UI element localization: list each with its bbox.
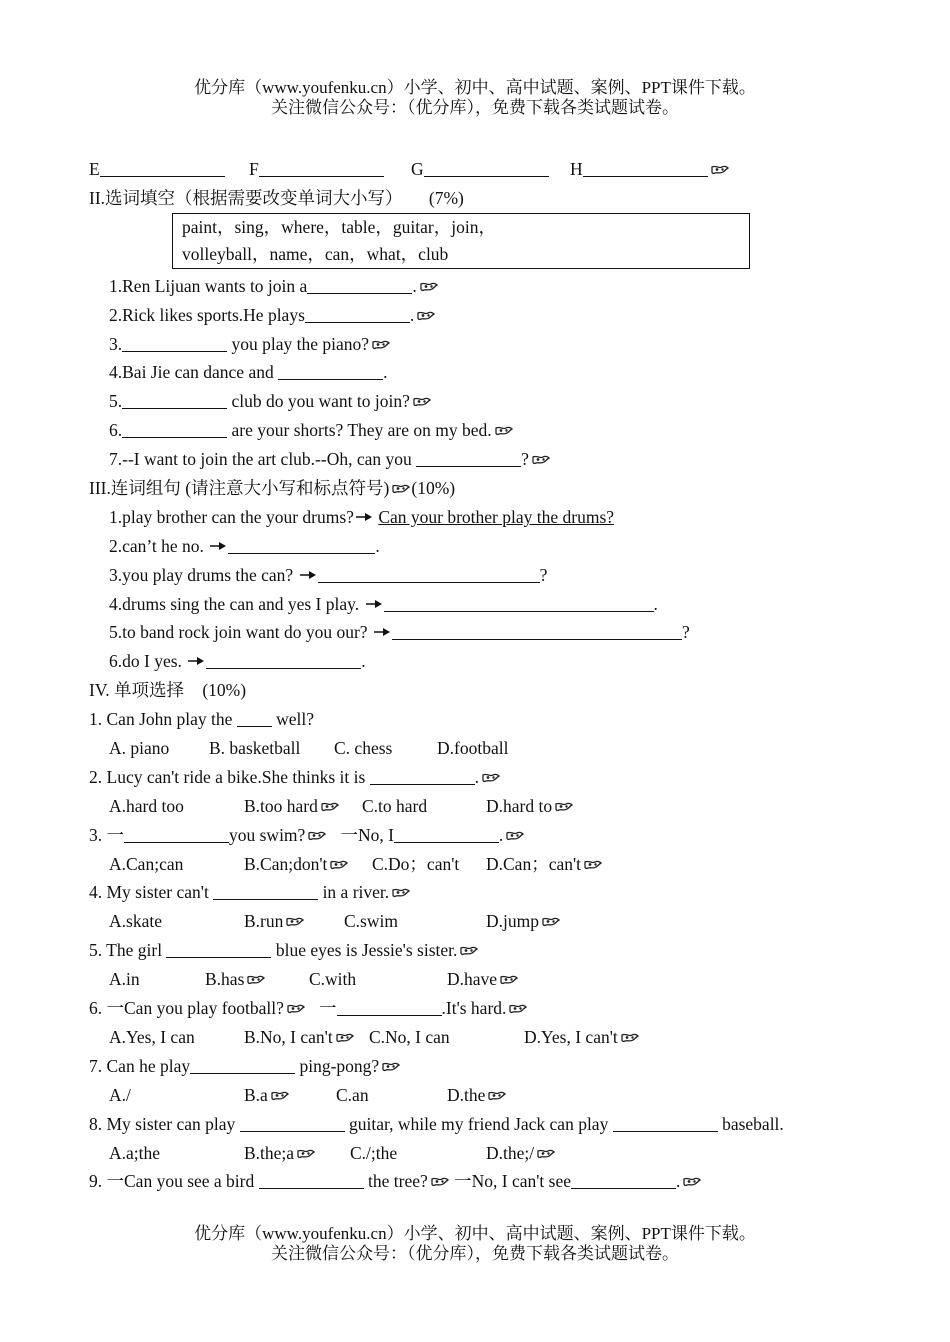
return-mark-icon [531, 454, 551, 466]
s2-item-1-post: . [412, 275, 417, 296]
return-mark-icon [391, 483, 411, 495]
s2-blank-7[interactable] [416, 449, 521, 467]
return-mark-icon [620, 1032, 640, 1044]
s2-blank-1[interactable] [307, 276, 412, 294]
return-mark-icon [508, 1003, 528, 1015]
header-line-1: 优分库（www.youfenku.cn）小学、初中、高中试题、案例、PPT课件下载。 [194, 78, 756, 97]
section-2-score: (7%) [428, 187, 464, 208]
q8-post: baseball. [717, 1113, 784, 1134]
q1-option-c[interactable]: C. chess [334, 738, 393, 759]
q7-blank[interactable] [190, 1056, 295, 1074]
s2-blank-5[interactable] [122, 391, 227, 409]
s2-item-6 [89, 416, 889, 445]
q3-mid: you swim? [229, 824, 306, 845]
s2-item-7 [89, 445, 889, 474]
q4-option-a[interactable]: A.skate [109, 911, 162, 932]
s3-item-4-post: . [653, 593, 658, 614]
return-mark-icon [296, 1148, 316, 1160]
q3-option-a[interactable]: A.Can;can [109, 853, 184, 874]
q9-text: 9. 一Can you see a bird [89, 1171, 259, 1192]
arrow-right-icon [372, 626, 392, 638]
section-2-heading: II.选词填空（根据需要改变单词大小写） [89, 187, 403, 208]
return-mark-icon [481, 772, 501, 784]
return-mark-icon [487, 1090, 507, 1102]
q8-blank-2[interactable] [613, 1114, 718, 1132]
return-mark-icon [246, 974, 266, 986]
return-mark-icon [285, 916, 305, 928]
q5-text: 5. The girl [89, 940, 167, 961]
q2-text: 2. Lucy can't ride a bike.She thinks it is [89, 766, 370, 787]
q7-option-b[interactable]: B.a [244, 1084, 268, 1105]
s2-item-1-text: 1.Ren Lijuan wants to join a [109, 275, 308, 296]
s2-blank-4[interactable] [278, 362, 383, 380]
page-footer [0, 1224, 950, 1264]
mc-question-8 [89, 1110, 889, 1139]
mc-options-3 [89, 850, 889, 879]
q4-post: in a river. [318, 882, 390, 903]
return-mark-icon [381, 1061, 401, 1073]
s3-item-2-post: . [375, 535, 380, 556]
s2-item-3-post: you play the piano? [227, 333, 370, 354]
q1-text: 1. Can John play the [89, 709, 237, 730]
s3-item-4-text: 4.drums sing the can and yes I play. [109, 593, 364, 614]
s3-item-2 [89, 532, 889, 561]
return-mark-icon [329, 859, 349, 871]
q2-post: . [474, 766, 480, 787]
q1-option-b[interactable]: B. basketball [209, 738, 301, 759]
section-4-score: (10%) [202, 680, 247, 701]
mc-options-8 [89, 1139, 889, 1168]
q4-option-b[interactable]: B.run [244, 911, 284, 932]
s2-item-3-text: 3. [109, 333, 123, 354]
section-3-title [89, 474, 889, 503]
q2-option-c[interactable]: C.to hard [362, 795, 428, 816]
mc-question-2 [89, 763, 889, 792]
blank-g[interactable] [424, 159, 549, 177]
q3-blank-1[interactable] [124, 825, 229, 843]
mc-options-1 [89, 734, 889, 763]
mc-question-1 [89, 705, 889, 734]
s2-item-6-post: are your shorts? They are on my bed. [227, 420, 492, 441]
mc-options-5 [89, 965, 889, 994]
blank-f[interactable] [259, 159, 384, 177]
arrow-right-icon [354, 511, 374, 523]
return-mark-icon [505, 830, 525, 842]
q3-post: . [498, 824, 504, 845]
return-mark-icon [710, 164, 730, 176]
q5-option-c[interactable]: C.with [309, 969, 357, 990]
q5-blank[interactable] [166, 940, 271, 958]
return-mark-icon [499, 974, 519, 986]
q8-option-d[interactable]: D.the;/ [486, 1142, 535, 1163]
q4-option-c[interactable]: C.swim [344, 911, 398, 932]
q9-response: 一No, I can't see [454, 1171, 571, 1192]
q6-post: .It's hard. [441, 998, 507, 1019]
return-mark-icon [541, 916, 561, 928]
s3-item-2-text: 2.can’t he no. [109, 535, 209, 556]
return-mark-icon [430, 1176, 450, 1188]
return-mark-icon [536, 1148, 556, 1160]
return-mark-icon [583, 859, 603, 871]
s2-item-7-post: ? [521, 449, 529, 470]
return-mark-icon [412, 396, 432, 408]
worksheet-body [89, 155, 889, 1196]
q7-post: ping-pong? [295, 1055, 380, 1076]
s2-item-4-post: . [383, 362, 388, 383]
return-mark-icon [554, 801, 574, 813]
footer-line-2: 关注微信公众号：（优分库），免费下载各类试题试卷。 [271, 1244, 679, 1263]
mc-question-5 [89, 936, 889, 965]
q2-option-b[interactable]: B.too hard [244, 795, 318, 816]
q9-post: . [676, 1171, 681, 1192]
s2-blank-6[interactable] [122, 420, 227, 438]
q9-blank-1[interactable] [259, 1171, 364, 1189]
s3-item-3 [89, 561, 889, 590]
q1-option-d[interactable]: D.football [437, 738, 509, 759]
blank-h[interactable] [583, 159, 708, 177]
s3-item-4 [89, 590, 889, 619]
q3-text: 3. 一 [89, 824, 124, 845]
q1-option-a[interactable]: A. piano [109, 738, 170, 759]
q6-text: 6. 一Can you play football? [89, 998, 284, 1019]
s3-item-3-text: 3.you play drums the can? [109, 564, 298, 585]
page-header [0, 78, 950, 118]
s2-item-2-post: . [409, 304, 415, 325]
arrow-right-icon [186, 655, 206, 667]
return-mark-icon [416, 310, 436, 322]
mc-options-6 [89, 1023, 889, 1052]
label-e: E [89, 159, 100, 179]
q4-text: 4. My sister can't [89, 882, 214, 903]
mc-question-3 [89, 821, 889, 850]
section-4-title [89, 676, 889, 705]
s2-item-7-text: 7.--I want to join the art club.--Oh, can you [109, 449, 417, 470]
q6-blank[interactable] [337, 998, 442, 1016]
mc-options-4 [89, 907, 889, 936]
return-mark-icon [320, 801, 340, 813]
s3-blank-4[interactable] [384, 594, 654, 612]
arrow-right-icon [208, 540, 228, 552]
s2-item-4 [89, 358, 889, 387]
return-mark-icon [459, 945, 479, 957]
mc-options-2 [89, 792, 889, 821]
s3-item-5 [89, 618, 889, 647]
s2-item-2-text: 2.Rick likes sports.He plays [109, 304, 305, 325]
q2-option-a[interactable]: A.hard too [109, 795, 184, 816]
return-mark-icon [391, 887, 411, 899]
mc-options-7 [89, 1081, 889, 1110]
q5-post: blue eyes is Jessie's sister. [271, 940, 458, 961]
mc-question-9 [89, 1167, 889, 1196]
q3-blank-2[interactable] [394, 825, 499, 843]
return-mark-icon [307, 830, 327, 842]
q8-text: 8. My sister can play [89, 1113, 240, 1134]
return-mark-icon [494, 425, 514, 437]
section-3-score: (10%) [411, 478, 456, 499]
s3-blank-5[interactable] [392, 622, 682, 640]
s2-item-2 [89, 301, 889, 330]
q8-option-b[interactable]: B.the;a [244, 1142, 295, 1163]
q5-option-d[interactable]: D.have [447, 969, 498, 990]
label-h: H [570, 159, 583, 179]
header-line-2: 关注微信公众号：（优分库），免费下载各类试题试卷。 [271, 98, 679, 117]
s2-blank-2[interactable] [305, 305, 410, 323]
q9-mid: the tree? [363, 1171, 428, 1192]
q3-response: 一No, I [340, 824, 394, 845]
return-mark-icon [682, 1176, 702, 1188]
q4-option-d[interactable]: D.jump [486, 911, 539, 932]
footer-line-1: 优分库（www.youfenku.cn）小学、初中、高中试题、案例、PPT课件下载。 [194, 1224, 756, 1243]
return-mark-icon [335, 1032, 355, 1044]
q3-option-c[interactable]: C.Do；can't [372, 853, 460, 874]
s3-example-answer: Can your brother play the drums? [378, 506, 615, 527]
s3-item-5-text: 5.to band rock join want do you our? [109, 622, 372, 643]
s3-item-5-post: ? [681, 622, 690, 643]
q1-post: well? [271, 709, 315, 730]
return-mark-icon [371, 339, 391, 351]
efgh-answer-line [89, 155, 889, 184]
s2-item-4-text: 4.Bai Jie can dance and [109, 362, 279, 383]
q7-option-d[interactable]: D.the [447, 1084, 486, 1105]
s2-item-1 [89, 272, 889, 301]
s2-item-5 [89, 387, 889, 416]
q9-blank-2[interactable] [571, 1171, 676, 1189]
q5-option-a[interactable]: A.in [109, 969, 140, 990]
s3-blank-2[interactable] [228, 536, 375, 554]
s2-item-5-post: club do you want to join? [227, 391, 410, 412]
s2-blank-3[interactable] [122, 334, 227, 352]
q6-option-c[interactable]: C.No, I can [369, 1026, 450, 1047]
q4-blank[interactable] [213, 882, 318, 900]
s3-blank-3[interactable] [318, 565, 540, 583]
q8-option-a[interactable]: A.a;the [109, 1142, 161, 1163]
q8-blank-1[interactable] [240, 1114, 345, 1132]
q8-option-c[interactable]: C./;the [350, 1142, 398, 1163]
q2-blank[interactable] [370, 767, 475, 785]
q8-mid: guitar, while my friend Jack can play [344, 1113, 613, 1134]
label-f: F [249, 159, 259, 179]
s3-item-6 [89, 647, 889, 676]
return-mark-icon [419, 281, 439, 293]
q6-response: 一 [319, 998, 337, 1019]
blank-e[interactable] [100, 159, 225, 177]
s3-item-6-text: 6.do I yes. [109, 651, 187, 672]
mc-question-7 [89, 1052, 889, 1081]
section-2-title [89, 184, 889, 213]
q6-option-d[interactable]: D.Yes, I can't [524, 1026, 618, 1047]
q2-option-d[interactable]: D.hard to [486, 795, 553, 816]
label-g: G [411, 159, 424, 179]
q6-option-a[interactable]: A.Yes, I can [109, 1026, 195, 1047]
arrow-right-icon [298, 569, 318, 581]
s2-item-6-text: 6. [109, 420, 123, 441]
q1-blank[interactable] [237, 709, 272, 727]
s3-item-3-post: ? [539, 564, 548, 585]
s3-item-6-post: . [361, 651, 366, 672]
q7-text: 7. Can he play [89, 1055, 191, 1076]
mc-question-4 [89, 878, 889, 907]
word-bank-line-2: volleyball，name，can，what，club [182, 244, 449, 265]
arrow-right-icon [364, 598, 384, 610]
section-3-heading: III.连词组句 (请注意大小写和标点符号) [89, 478, 390, 499]
s3-item-1 [89, 503, 889, 532]
q3-option-b[interactable]: B.Can;don't [244, 853, 328, 874]
section-4-heading: IV. 单项选择 [89, 680, 184, 701]
return-mark-icon [286, 1003, 306, 1015]
q3-option-d[interactable]: D.Can；can't [486, 853, 582, 874]
s3-blank-6[interactable] [206, 651, 361, 669]
word-bank-box [172, 213, 750, 269]
s2-item-5-text: 5. [109, 391, 123, 412]
s2-item-3 [89, 330, 889, 359]
q6-option-b[interactable]: B.No, I can't [244, 1026, 333, 1047]
q5-option-b[interactable]: B.has [205, 969, 245, 990]
mc-question-6 [89, 994, 889, 1023]
word-bank-line-1: paint，sing，where，table，guitar，join， [182, 216, 496, 237]
q7-option-c[interactable]: C.an [336, 1084, 369, 1105]
return-mark-icon [270, 1090, 290, 1102]
s3-item-1-text: 1.play brother can the your drums? [109, 506, 354, 527]
q7-option-a[interactable]: A./ [109, 1084, 131, 1105]
